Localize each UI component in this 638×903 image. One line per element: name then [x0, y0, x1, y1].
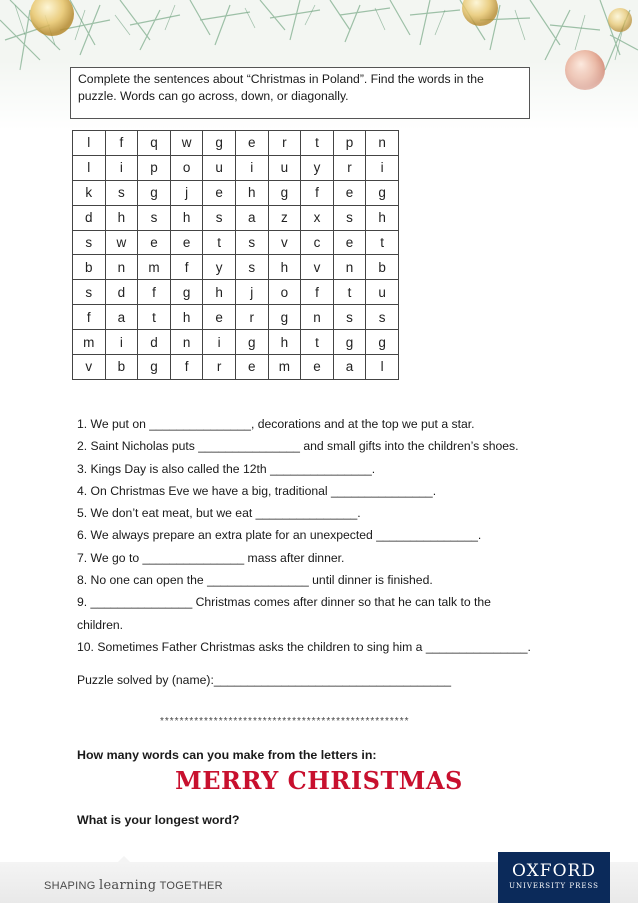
footer-notch: [118, 856, 130, 862]
grid-cell: d: [138, 330, 171, 355]
tagline-together: TOGETHER: [159, 880, 223, 892]
grid-cell: m: [73, 330, 106, 355]
grid-cell: e: [235, 355, 268, 380]
grid-cell: u: [268, 155, 301, 180]
grid-cell: t: [203, 230, 236, 255]
grid-cell: n: [170, 330, 203, 355]
word-search-grid: [72, 130, 399, 380]
grid-cell: h: [170, 205, 203, 230]
grid-cell: i: [105, 330, 138, 355]
grid-cell: r: [235, 305, 268, 330]
grid-cell: c: [301, 230, 334, 255]
grid-cell: w: [105, 230, 138, 255]
grid-cell: b: [366, 255, 399, 280]
grid-cell: y: [203, 255, 236, 280]
grid-cell: e: [333, 180, 366, 205]
grid-cell: s: [333, 205, 366, 230]
sentence-3: 3. Kings Day is also called the 12th _______________.: [77, 461, 376, 476]
grid-cell: l: [73, 131, 106, 156]
grid-cell: e: [138, 230, 171, 255]
grid-cell: g: [138, 355, 171, 380]
sentence-9: 9. _______________ Christmas comes after dinner so that he can talk to the: [77, 595, 491, 610]
sentence-list: [77, 413, 597, 658]
grid-cell: g: [268, 180, 301, 205]
grid-cell: h: [268, 330, 301, 355]
grid-cell: s: [73, 280, 106, 305]
sentence-1: 1. We put on _______________, decorations and at the top we put a star.: [77, 417, 475, 431]
grid-cell: e: [235, 131, 268, 156]
sentence-9-continued: children.: [77, 617, 124, 632]
grid-cell: h: [366, 205, 399, 230]
grid-cell: r: [203, 355, 236, 380]
grid-cell: g: [268, 305, 301, 330]
longest-word-question: What is your longest word?: [77, 813, 240, 827]
grid-row: [73, 155, 399, 180]
grid-cell: w: [170, 131, 203, 156]
grid-cell: s: [138, 205, 171, 230]
grid-cell: e: [301, 355, 334, 380]
grid-cell: e: [203, 180, 236, 205]
grid-cell: p: [333, 131, 366, 156]
grid-cell: i: [366, 155, 399, 180]
grid-cell: g: [138, 180, 171, 205]
grid-cell: a: [333, 355, 366, 380]
grid-row: [73, 205, 399, 230]
grid-cell: u: [366, 280, 399, 305]
grid-cell: b: [73, 255, 106, 280]
grid-cell: f: [138, 280, 171, 305]
grid-cell: s: [73, 230, 106, 255]
grid-cell: t: [333, 280, 366, 305]
grid-cell: s: [235, 230, 268, 255]
grid-row: [73, 255, 399, 280]
grid-cell: s: [105, 180, 138, 205]
grid-cell: r: [268, 131, 301, 156]
grid-cell: n: [105, 255, 138, 280]
grid-cell: v: [268, 230, 301, 255]
grid-cell: e: [203, 305, 236, 330]
grid-cell: t: [138, 305, 171, 330]
grid-cell: f: [73, 305, 106, 330]
grid-row: [73, 355, 399, 380]
sentence-2: 2. Saint Nicholas puts _______________ and small gifts into the children’s shoes.: [77, 439, 519, 454]
oxford-logo-subtitle: UNIVERSITY PRESS: [509, 882, 599, 890]
oxford-logo-title: OXFORD: [512, 861, 596, 881]
grid-row: [73, 330, 399, 355]
grid-cell: t: [366, 230, 399, 255]
grid-cell: f: [170, 355, 203, 380]
grid-cell: f: [301, 280, 334, 305]
grid-cell: g: [235, 330, 268, 355]
grid-cell: s: [203, 205, 236, 230]
sentence-5: 5. We don’t eat meat, but we eat _______________.: [77, 506, 361, 521]
letters-question: How many words can you make from the letters in:: [77, 748, 377, 762]
grid-cell: l: [366, 355, 399, 380]
grid-row: [73, 180, 399, 205]
instruction-text: Complete the sentences about “Christmas in Poland”. Find the words in the puzzle. Words can go across, down, or diagonally.: [78, 72, 484, 103]
grid-cell: i: [203, 330, 236, 355]
grid-cell: x: [301, 205, 334, 230]
grid-row: [73, 280, 399, 305]
solved-by-line: Puzzle solved by (name):___________________________________: [77, 673, 452, 687]
grid-cell: o: [170, 155, 203, 180]
grid-cell: l: [73, 155, 106, 180]
grid-cell: e: [333, 230, 366, 255]
oxford-logo: [498, 852, 610, 903]
grid-cell: i: [235, 155, 268, 180]
footer-bar: [0, 862, 638, 903]
grid-cell: i: [105, 155, 138, 180]
star-divider: ***************************************************: [160, 716, 410, 727]
grid-row: [73, 131, 399, 156]
grid-cell: g: [366, 330, 399, 355]
grid-cell: p: [138, 155, 171, 180]
grid-cell: r: [333, 155, 366, 180]
grid-cell: m: [138, 255, 171, 280]
sentence-10: 10. Sometimes Father Christmas asks the children to sing him a _______________.: [77, 639, 531, 654]
grid-cell: q: [138, 131, 171, 156]
grid-cell: u: [203, 155, 236, 180]
grid-cell: g: [333, 330, 366, 355]
grid-cell: n: [366, 131, 399, 156]
grid-cell: s: [333, 305, 366, 330]
grid-cell: g: [366, 180, 399, 205]
grid-cell: g: [170, 280, 203, 305]
grid-cell: m: [268, 355, 301, 380]
sentence-7: 7. We go to _______________ mass after dinner.: [77, 550, 345, 565]
tagline-shaping: SHAPING: [44, 880, 96, 892]
grid-cell: s: [366, 305, 399, 330]
grid-cell: h: [170, 305, 203, 330]
merry-christmas-headline: MERRY CHRISTMAS: [175, 766, 463, 795]
grid-cell: h: [203, 280, 236, 305]
grid-cell: y: [301, 155, 334, 180]
grid-cell: e: [170, 230, 203, 255]
grid-cell: h: [235, 180, 268, 205]
sentence-4: 4. On Christmas Eve we have a big, traditional _______________.: [77, 483, 437, 498]
grid-cell: t: [301, 330, 334, 355]
grid-cell: t: [301, 131, 334, 156]
grid-cell: f: [170, 255, 203, 280]
grid-cell: g: [203, 131, 236, 156]
footer-tagline: [44, 878, 223, 893]
grid-cell: f: [301, 180, 334, 205]
sentence-8: 8. No one can open the _______________ until dinner is finished.: [77, 573, 433, 588]
grid-cell: o: [268, 280, 301, 305]
grid-cell: b: [105, 355, 138, 380]
grid-cell: a: [105, 305, 138, 330]
tagline-learning: learning: [98, 878, 157, 893]
grid-cell: a: [235, 205, 268, 230]
grid-cell: d: [105, 280, 138, 305]
grid-cell: n: [333, 255, 366, 280]
grid-cell: j: [170, 180, 203, 205]
grid-cell: k: [73, 180, 106, 205]
grid-cell: n: [301, 305, 334, 330]
grid-cell: f: [105, 131, 138, 156]
grid-cell: s: [235, 255, 268, 280]
grid-cell: z: [268, 205, 301, 230]
grid-cell: h: [268, 255, 301, 280]
sentence-6: 6. We always prepare an extra plate for an unexpected _______________.: [77, 528, 482, 543]
grid-row: [73, 305, 399, 330]
grid-cell: h: [105, 205, 138, 230]
grid-cell: v: [73, 355, 106, 380]
grid-cell: d: [73, 205, 106, 230]
instruction-box: [70, 67, 530, 119]
grid-row: [73, 230, 399, 255]
grid-cell: v: [301, 255, 334, 280]
grid-cell: j: [235, 280, 268, 305]
